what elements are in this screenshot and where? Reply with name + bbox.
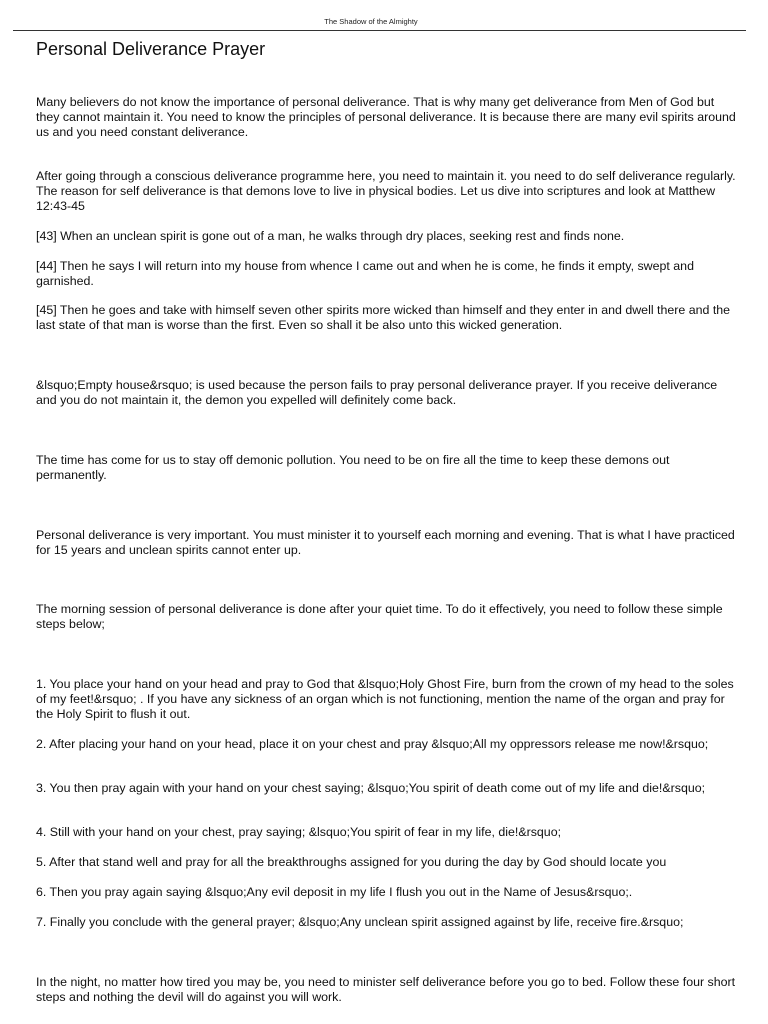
list-item-step-7: 7. Finally you conclude with the general prayer; &lsquo;Any unclean spirit assigned against by life, receive fire.&rsquo; <box>36 915 684 929</box>
paragraph-morning-session: The morning session of personal deliverance is done after your quiet time. To do it effectively, you need to follow these simple steps below; <box>36 602 723 631</box>
paragraph-night-session: In the night, no matter how tired you may be, you need to minister self deliverance before you go to bed. Follow these four short steps and nothing the devil will do against you will work. <box>36 975 736 1004</box>
paragraph-empty-house: &lsquo;Empty house&rsquo; is used because the person fails to pray personal deliverance prayer. If you receive deliverance and you do not maintain it, the demon you expelled will definitely come back. <box>36 378 718 407</box>
page-title: Personal Deliverance Prayer <box>36 39 266 59</box>
list-item-step-2: 2. After placing your hand on your head, place it on your chest and pray &lsquo;All my oppressors release me now!&rsquo; <box>36 737 709 751</box>
paragraph-verse-43: [43] When an unclean spirit is gone out of a man, he walks through dry places, seeking rest and finds none. <box>36 229 625 243</box>
paragraph-verse-45: [45] Then he goes and take with himself seven other spirits more wicked than himself and they enter in and dwell there and the last state of that man is worse than the first. Even so shall it be also unto this wicked generation. <box>36 303 731 332</box>
list-item-step-1: 1. You place your hand on your head and pray to God that &lsquo;Holy Ghost Fire, burn from the crown of my head to the soles of my feet!&rsquo; . If you have any sickness of an organ which is not functioning, mention the name of the organ and pray for the Holy Spirit to flush it out. <box>36 677 734 721</box>
list-item-step-3: 3. You then pray again with your hand on your chest saying; &lsquo;You spirit of death come out of my life and die!&rsquo; <box>36 781 706 795</box>
paragraph-demonic-pollution: The time has come for us to stay off demonic pollution. You need to be on fire all the time to keep these demons out permanently. <box>36 453 670 482</box>
header-divider <box>13 30 746 31</box>
list-item-step-4: 4. Still with your hand on your chest, pray saying; &lsquo;You spirit of fear in my life, die!&rsquo; <box>36 825 562 839</box>
paragraph-importance: Personal deliverance is very important. You must minister it to yourself each morning and evening. That is what I have practiced for 15 years and unclean spirits cannot enter up. <box>36 528 735 557</box>
list-item-step-5: 5. After that stand well and pray for all the breakthroughs assigned for you during the day by God should locate you <box>36 855 667 869</box>
paragraph-self-deliverance: After going through a conscious deliverance programme here, you need to maintain it. you need to do self deliverance regularly. The reason for self deliverance is that demons love to live in physical bodies. Let us dive into scriptures and look at Matthew 12:43-45 <box>36 169 736 213</box>
list-item-step-6: 6. Then you pray again saying &lsquo;Any evil deposit in my life I flush you out in the Name of Jesus&rsquo;. <box>36 885 633 899</box>
running-header: The Shadow of the Almighty <box>324 17 418 26</box>
paragraph-intro: Many believers do not know the importance of personal deliverance. That is why many get deliverance from Men of God but they cannot maintain it. You need to know the principles of personal deliverance. It is because there are many evil spirits around us and you need constant deliverance. <box>36 95 736 139</box>
paragraph-verse-44: [44] Then he says I will return into my house from whence I came out and when he is come, he finds it empty, swept and garnished. <box>36 259 694 288</box>
